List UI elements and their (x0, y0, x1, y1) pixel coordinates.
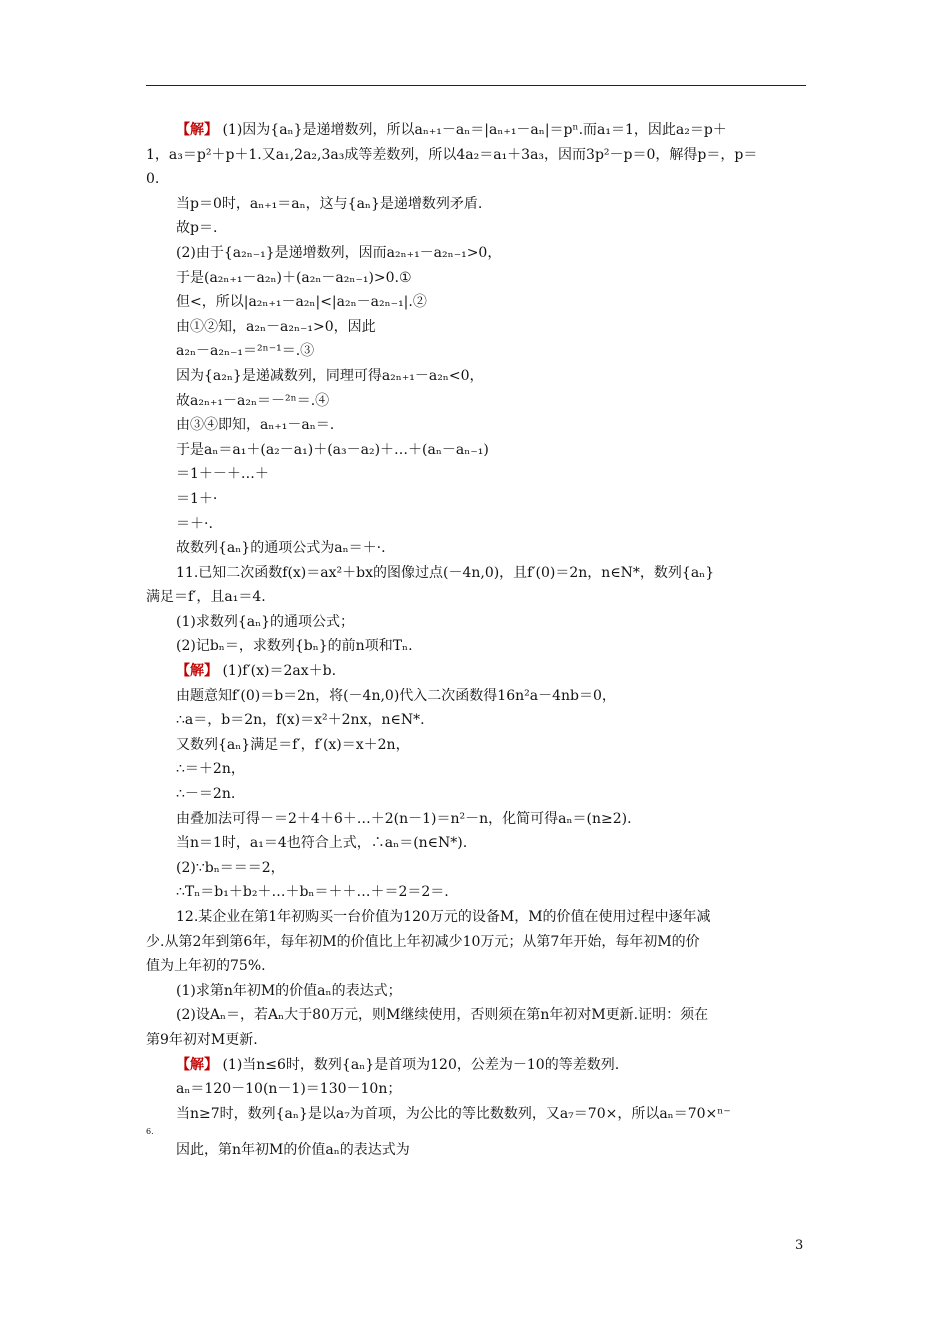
text-line (146, 634, 806, 659)
line-text: a₂ₙ－a₂ₙ₋₁＝²ⁿ⁻¹＝.③ (176, 343, 315, 360)
text-line (146, 708, 806, 733)
text-line (146, 1053, 806, 1078)
text-line (146, 413, 806, 438)
solution-tag: 【解】 (176, 663, 218, 680)
text-line (146, 118, 806, 143)
line-text: 故a₂ₙ₊₁－a₂ₙ＝－²ⁿ＝.④ (176, 392, 330, 409)
line-text: 由①②知，a₂ₙ－a₂ₙ₋₁>0，因此 (176, 318, 376, 335)
line-text: ∴a＝，b＝2n，f(x)＝x²＋2nx，n∈N*. (176, 712, 425, 729)
page-number: 3 (795, 1238, 804, 1253)
line-text: 但<，所以|a₂ₙ₊₁－a₂ₙ|<|a₂ₙ－a₂ₙ₋₁|.② (176, 294, 427, 311)
solution-tag: 【解】 (176, 122, 218, 138)
text-line (146, 364, 806, 389)
line-text: ∴－＝2n. (176, 786, 236, 803)
text-line (146, 1028, 806, 1053)
line-text: (1)当n≤6时，数列{aₙ}是首项为120，公差为－10的等差数列. (218, 1056, 620, 1073)
line-text: 当n≥7时，数列{aₙ}是以a₇为首项，为公比的等比数数列，又a₇＝70×，所以aₙ＝70×ⁿ⁻ (176, 1105, 731, 1122)
text-line (146, 167, 806, 192)
text-line (146, 315, 806, 340)
text-line (146, 216, 806, 241)
line-text: 由题意知f′(0)＝b＝2n，将(－4n,0)代入二次函数得16n²a－4nb＝0， (176, 687, 616, 704)
text-line (146, 954, 806, 979)
line-text: (1)因为{aₙ}是递增数列，所以aₙ₊₁－aₙ＝|aₙ₊₁－aₙ|＝pⁿ.而a₁＝1，因此a₂＝p＋ (218, 122, 727, 138)
text-line (146, 192, 806, 217)
line-text: ＝＋·. (176, 515, 213, 532)
line-text: ＝1＋－＋…＋ (176, 466, 269, 483)
text-line (146, 536, 806, 561)
text-line (146, 880, 806, 905)
line-text: 12.某企业在第1年初购买一台价值为120万元的设备M，M的价值在使用过程中逐年减 (176, 909, 711, 925)
line-text: (2)∵bₙ＝＝＝2， (176, 859, 285, 876)
line-text: 因此，第n年初M的价值aₙ的表达式为 (176, 1142, 410, 1159)
text-line (146, 487, 806, 512)
line-text: 满足＝f′，且a₁＝4. (146, 589, 266, 606)
text-line (146, 1077, 806, 1102)
text-line (146, 684, 806, 709)
line-text: 由③④即知，aₙ₊₁－aₙ＝. (176, 417, 335, 434)
text-line (146, 979, 806, 1004)
text-line (146, 659, 806, 684)
line-text: 于是aₙ＝a₁＋(a₂－a₁)＋(a₃－a₂)＋…＋(aₙ－aₙ₋₁) (176, 441, 489, 458)
text-line (146, 1003, 806, 1028)
text-line (146, 757, 806, 782)
text-line (146, 733, 806, 758)
line-text: (2)由于{a₂ₙ₋₁}是递增数列，因而a₂ₙ₊₁－a₂ₙ₋₁>0， (176, 244, 502, 261)
line-text: (1)求数列{aₙ}的通项公式； (176, 613, 355, 630)
line-text: 11.已知二次函数f(x)＝ax²＋bx的图像过点(－4n,0)，且f′(0)＝2n，n∈N*，数列{aₙ} (176, 564, 715, 581)
text-line (146, 1138, 806, 1163)
line-text: (2)记bₙ＝，求数列{bₙ}的前n项和Tₙ. (176, 638, 413, 655)
text-line (146, 831, 806, 856)
line-text: (2)设Aₙ＝，若Aₙ大于80万元，则M继续使用，否则须在第n年初对M更新.证明：须在 (176, 1007, 709, 1024)
line-text: 当n＝1时，a₁＝4也符合上式，∴aₙ＝(n∈N*). (176, 835, 468, 852)
line-text: 由叠加法可得－＝2＋4＋6＋…＋2(n－1)＝n²－n，化简可得aₙ＝(n≥2). (176, 810, 632, 827)
line-text: ∴＝＋2n， (176, 761, 245, 778)
line-text: 故p＝. (176, 220, 218, 237)
line-text: 又数列{aₙ}满足＝f′，f′(x)＝x＋2n， (176, 736, 410, 753)
text-line (146, 782, 806, 807)
line-text: 6. (146, 1127, 154, 1137)
text-line (146, 389, 806, 414)
line-text: 第9年初对M更新. (146, 1031, 258, 1048)
line-text: 于是(a₂ₙ₊₁－a₂ₙ)＋(a₂ₙ－a₂ₙ₋₁)>0.① (176, 269, 412, 286)
text-line (146, 266, 806, 291)
text-line (146, 241, 806, 266)
line-text: 1，a₃＝p²＋p＋1.又a₁,2a₂,3a₃成等差数列，所以4a₂＝a₁＋3a₃，因而3p²－p＝0，解得p＝，p＝ (146, 146, 758, 163)
solution-tag: 【解】 (176, 1056, 218, 1073)
text-line (146, 143, 806, 168)
line-text: 值为上年初的75%. (146, 958, 266, 975)
line-text: aₙ＝120－10(n－1)＝130－10n； (176, 1081, 402, 1098)
header-rule (146, 85, 806, 86)
line-text: 因为{a₂ₙ}是递减数列，同理可得a₂ₙ₊₁－a₂ₙ<0， (176, 367, 484, 384)
text-line (146, 610, 806, 635)
text-line (146, 807, 806, 832)
line-text: ∴Tₙ＝b₁＋b₂＋…＋bₙ＝＋＋…＋＝2＝2＝. (176, 884, 449, 901)
text-line (146, 438, 806, 463)
text-line (146, 585, 806, 610)
text-line (146, 290, 806, 315)
line-text: 少.从第2年到第6年，每年初M的价值比上年初减少10万元；从第7年开始，每年初M的价 (146, 933, 700, 950)
text-line (146, 1126, 806, 1138)
line-text: ＝1＋· (176, 490, 218, 507)
text-line (146, 462, 806, 487)
text-line (146, 561, 806, 586)
line-text: (1)f′(x)＝2ax＋b. (218, 663, 337, 680)
line-text: (1)求第n年初M的价值aₙ的表达式； (176, 982, 402, 999)
text-line (146, 512, 806, 537)
text-line (146, 905, 806, 930)
document-body (146, 118, 806, 1163)
text-line (146, 339, 806, 364)
text-line (146, 856, 806, 881)
line-text: 故数列{aₙ}的通项公式为aₙ＝＋·. (176, 540, 386, 557)
text-line (146, 1102, 806, 1127)
line-text: 当p＝0时，aₙ₊₁＝aₙ，这与{aₙ}是递增数列矛盾. (176, 195, 483, 212)
line-text: 0. (146, 171, 160, 188)
text-line (146, 930, 806, 955)
